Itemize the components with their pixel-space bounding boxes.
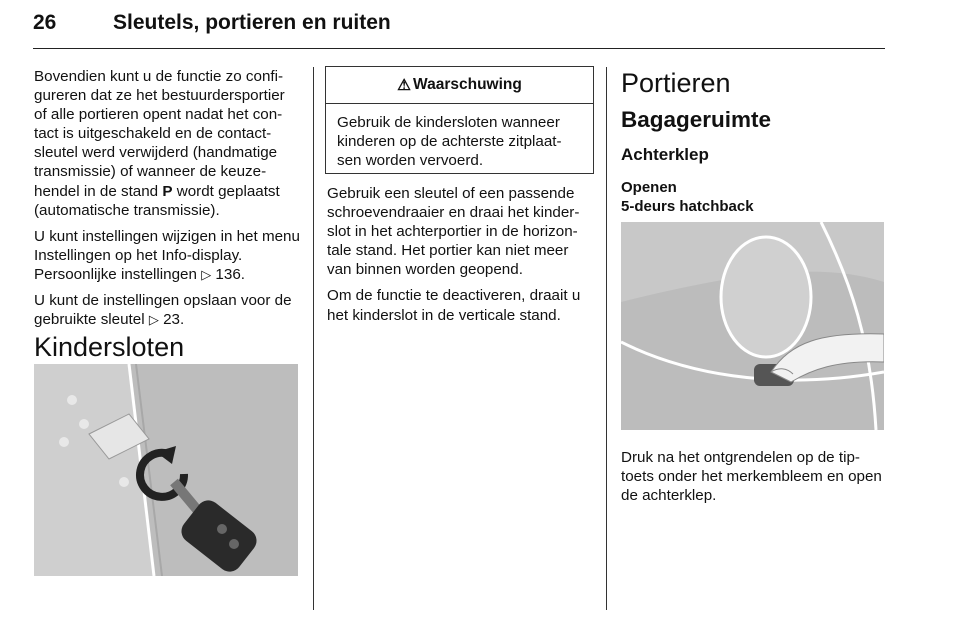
- paragraph-2: U kunt instellingen wijzigen in het menu Instellingen op het Info-display. Persoonlijke instellingen ▷ 136.: [34, 227, 300, 283]
- warning-box: [325, 66, 594, 174]
- warning-header: [326, 67, 593, 104]
- page-title: Sleutels, portieren en ruiten: [113, 11, 391, 34]
- column-2: [327, 184, 593, 332]
- tailgate-illustration: [621, 222, 884, 430]
- column-1: [34, 67, 300, 336]
- page-number: 26: [33, 11, 57, 34]
- paragraph-6: Druk na het ontgrendelen op de tip-toets onder het merkembleem en open de achterklep.: [621, 449, 882, 505]
- column-3: [621, 66, 887, 216]
- paragraph-4: Gebruik een sleutel of een passende schroevendraaier en draai het kinder-slot in het achterportier in de horizon-tale stand. Het portier kan niet meer van binnen worden geopend.: [327, 185, 580, 279]
- paragraph-3: U kunt de instellingen opslaan voor de gebruikte sleutel ▷ 23.: [34, 292, 292, 329]
- heading-achterklep: Achterklep: [621, 145, 709, 164]
- paragraph-1: Bovendien kunt u de functie zo confi-gureren dat ze het bestuurdersportier of alle portieren opent nadat het con-tact is uitgeschakeld en de contact-sleutel werd verwijderd (handmatige transmissie) of wanneer de keuze-hendel in de stand P wordt geplaatst (automatische transmissie).: [34, 68, 285, 219]
- gear-position-p: P: [162, 182, 173, 200]
- warning-text: Gebruik de kindersloten wanneer kinderen op de achterste zitplaat-sen worden vervoerd.: [337, 114, 562, 169]
- page-ref-arrow-icon: ▷: [148, 312, 159, 328]
- heading-5-deurs-hatchback: 5-deurs hatchback: [621, 198, 754, 215]
- column-divider-2: [606, 67, 607, 610]
- heading-bagageruimte: Bagageruimte: [621, 107, 772, 132]
- page-header: [33, 4, 885, 49]
- heading-openen: Openen: [621, 179, 677, 196]
- warning-title: Waarschuwing: [413, 76, 522, 93]
- heading-kindersloten: Kindersloten: [34, 332, 185, 362]
- heading-portieren: Portieren: [621, 68, 731, 98]
- warning-triangle-icon: ⚠: [397, 76, 412, 94]
- child-lock-illustration: [34, 364, 298, 576]
- paragraph-5: Om de functie te deactiveren, draait u het kinderslot in de verticale stand.: [327, 287, 581, 324]
- page-ref-arrow-icon: ▷: [201, 266, 212, 282]
- column-divider-1: [313, 67, 314, 610]
- column-3-text: [621, 448, 887, 512]
